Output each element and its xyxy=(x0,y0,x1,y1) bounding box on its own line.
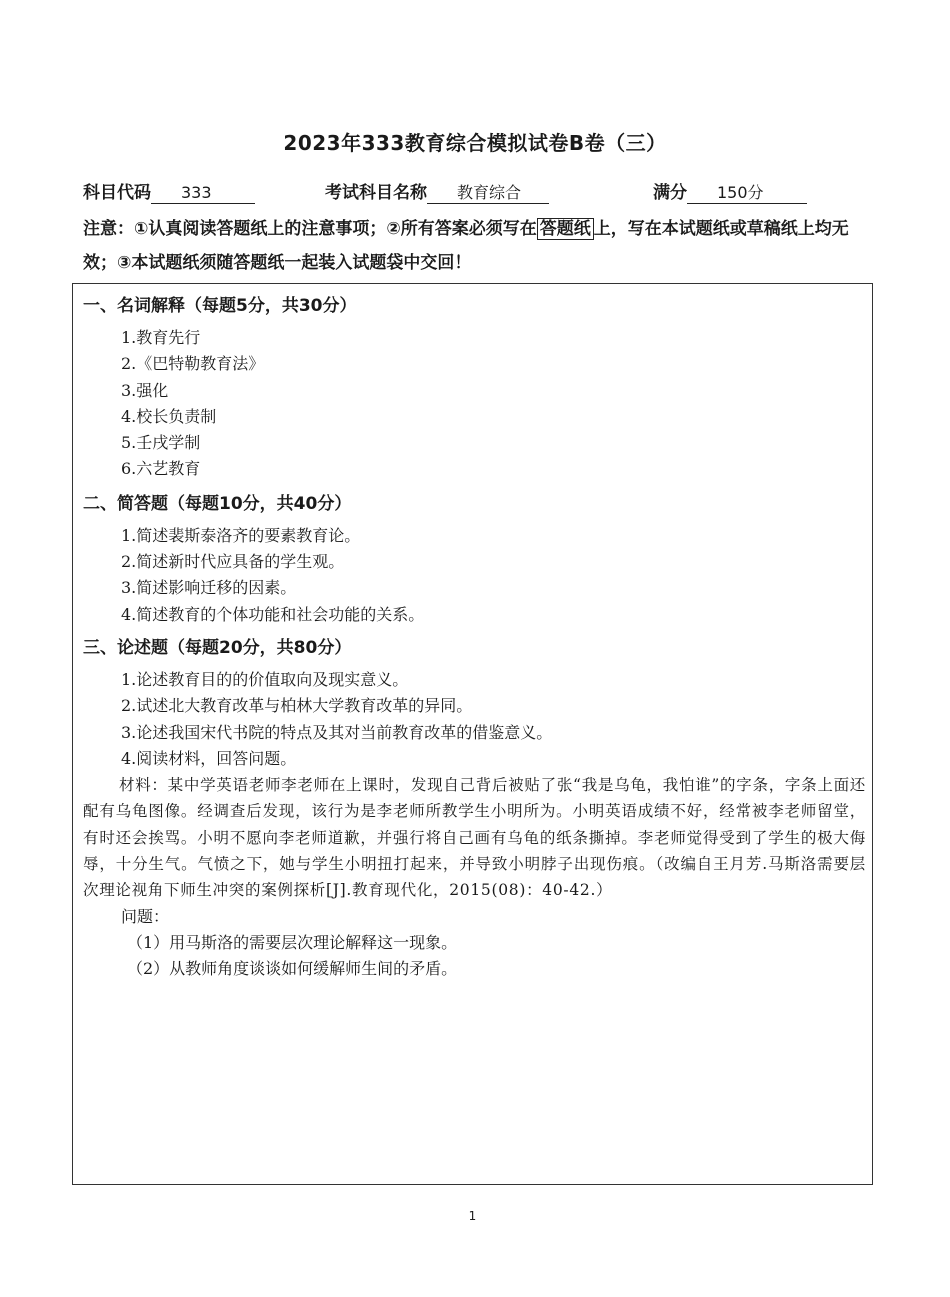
section3-item: 1.论述教育目的的价值取向及现实意义。 xyxy=(121,669,409,689)
section2-item: 4.简述教育的个体功能和社会功能的关系。 xyxy=(121,604,425,624)
question-content xyxy=(83,293,868,983)
exam-title: 2023年333教育综合模拟试卷B卷（三） xyxy=(283,131,667,155)
case-material: 材料：某中学英语老师李老师在上课时，发现自己背后被贴了张“我是乌龟，我怕谁”的字条，字条上面还配有乌龟图像。经调查后发现，该行为是李老师所教学生小明所为。小明英语成绩不好，经常被李老师留堂，有时还会挨骂。小明不愿向李老师道歉，并强行将自己画有乌龟的纸条撕掉。李老师觉得受到了学生的极大侮辱，十分生气。气愤之下，她与学生小明扭打起来，并导致小明脖子出现伤痕。（改编自王月芳.马斯洛需要层次理论视角下师生冲突的案例探析[J].教育现代化，2015(08)：40-42.） xyxy=(83,776,866,900)
full-score xyxy=(653,178,807,204)
subject-name-value: 教育综合 xyxy=(427,183,549,204)
subject-code xyxy=(83,178,255,204)
section3-item: 4.阅读材料，回答问题。 xyxy=(121,748,297,768)
section1-item: 1.教育先行 xyxy=(121,328,201,347)
notice-boxed-answer-sheet: 答题纸 xyxy=(537,218,594,240)
notice xyxy=(83,212,873,280)
section2-heading: 二、简答题（每题10分，共40分） xyxy=(83,493,352,514)
section1-item: 4.校长负责制 xyxy=(121,406,217,426)
section3-item: 3.论述我国宋代书院的特点及其对当前教育改革的借鉴意义。 xyxy=(121,722,553,742)
questions-label: 问题： xyxy=(121,906,170,926)
subject-name xyxy=(325,178,549,204)
full-score-label: 满分 xyxy=(653,183,687,203)
section1-item: 6.六艺教育 xyxy=(121,459,201,479)
section1-heading: 一、名词解释（每题5分，共30分） xyxy=(83,296,357,316)
section2-item: 2.简述新时代应具备的学生观。 xyxy=(121,552,345,572)
notice-part1: 注意：①认真阅读答题纸上的注意事项；②所有答案必须写在 xyxy=(83,219,537,239)
section3-heading: 三、论述题（每题20分，共80分） xyxy=(83,637,352,658)
subject-code-value: 333 xyxy=(151,183,255,204)
section1-item: 3.强化 xyxy=(121,380,169,400)
section3-item: 2.试述北大教育改革与柏林大学教育改革的异同。 xyxy=(121,696,473,716)
subject-code-label: 科目代码 xyxy=(83,183,151,203)
section1-item: 5.壬戌学制 xyxy=(121,433,201,453)
section2-item: 1.简述裴斯泰洛齐的要素教育论。 xyxy=(121,525,361,545)
subject-name-label: 考试科目名称 xyxy=(325,183,427,203)
section1-item: 2.《巴特勒教育法》 xyxy=(121,354,265,374)
question-item: （1）用马斯洛的需要层次理论解释这一现象。 xyxy=(127,932,458,952)
question-item: （2）从教师角度谈谈如何缓解师生间的矛盾。 xyxy=(127,959,458,979)
page-number: 1 xyxy=(468,1209,477,1223)
full-score-value: 150分 xyxy=(687,183,807,204)
notice-part2: 上，写在本试题纸或草稿纸上均无效；③本试题纸须随答题纸一起装入试题袋中交回！ xyxy=(83,219,849,273)
section2-item: 3.简述影响迁移的因素。 xyxy=(121,578,297,598)
exam-info-row xyxy=(83,178,873,202)
